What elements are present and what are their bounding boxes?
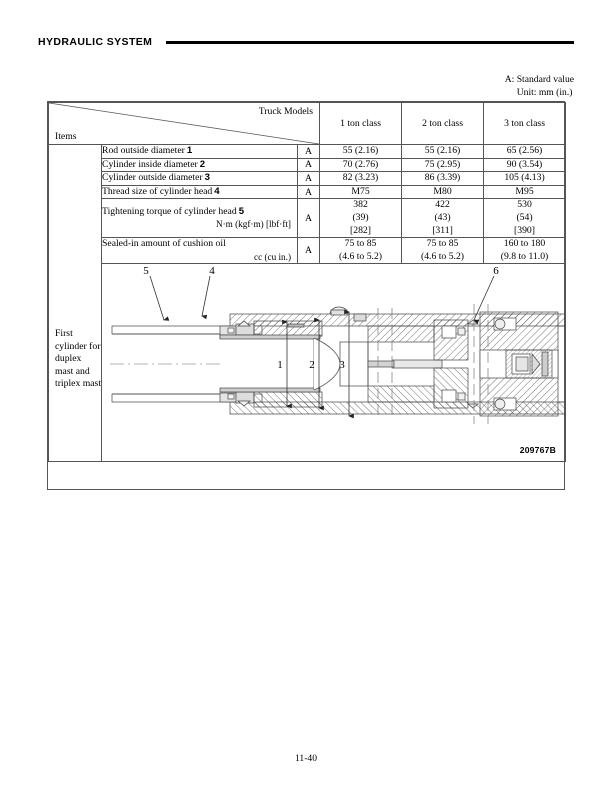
corner-items-label: Items: [55, 131, 77, 142]
row-label-text: Tightening torque of cylinder head: [102, 205, 237, 217]
row-unit-text: N·m (kgf·m) [lbf·ft]: [215, 219, 291, 230]
row-value-3ton: [484, 172, 566, 186]
row-label: [102, 199, 298, 238]
row-value-2ton: [402, 172, 484, 186]
row-a-symbol: A: [298, 172, 320, 186]
value-line: 55 (2.16): [342, 145, 379, 156]
group-label-text: First cylinder for duplex mast and triplex mast: [55, 328, 102, 390]
row-label-text: Rod outside diameter: [102, 145, 185, 157]
value-line: 90 (3.54): [506, 158, 543, 170]
column-header-2ton: 2 ton class: [402, 103, 484, 145]
row-ref-number: 2: [199, 158, 206, 170]
standard-value-note: [505, 73, 574, 86]
row-label: [102, 238, 298, 264]
standard-value-text: Standard value: [516, 74, 574, 85]
row-label: [102, 185, 298, 199]
value-line: 422: [435, 199, 450, 211]
corner-truck-models-label: Truck Models: [258, 106, 314, 117]
value-line: [311]: [432, 224, 453, 236]
group-cell-first-cylinder: [49, 145, 102, 462]
row-label: [102, 145, 298, 159]
row-value-1ton: [320, 185, 402, 199]
row-a-symbol: A: [298, 238, 320, 264]
row-unit-text: cc (cu in.): [254, 251, 291, 262]
row-value-1ton: [320, 172, 402, 186]
column-header-1ton: 1 ton class: [320, 103, 402, 145]
value-line: 105 (4.13): [504, 172, 545, 184]
row-label: [102, 158, 298, 172]
table-row: [49, 238, 566, 264]
row-value-2ton: [402, 238, 484, 264]
value-line: 160 to 180: [503, 238, 546, 250]
row-value-3ton: [484, 199, 566, 238]
value-line: 75 (2.95): [424, 158, 461, 170]
row-value-1ton: [320, 145, 402, 159]
value-line: 530: [517, 199, 532, 211]
page-footer: [0, 753, 612, 764]
table-figure-row: [49, 264, 566, 462]
value-line: (39): [352, 211, 369, 223]
cylinder-section-drawing: [102, 264, 565, 461]
row-value-1ton: [320, 238, 402, 264]
table-row: [49, 145, 566, 159]
dimension-3: 3: [339, 359, 345, 372]
legend-note: [505, 73, 574, 99]
spec-grid: [48, 102, 566, 462]
value-line: M80: [433, 185, 452, 197]
specification-table: [47, 101, 565, 490]
header-rule: [166, 41, 574, 44]
cylinder-cross-section-figure: [102, 264, 565, 461]
standard-value-key: A:: [504, 74, 515, 85]
value-line: 55 (2.16): [424, 145, 461, 156]
value-line: M75: [351, 185, 370, 197]
row-value-2ton: [402, 185, 484, 199]
value-line: 65 (2.56): [506, 145, 543, 156]
row-value-2ton: [402, 158, 484, 172]
row-label-text: Sealed-in amount of cushion oil: [102, 238, 226, 250]
value-line: 86 (3.39): [424, 172, 461, 184]
row-ref-number: 3: [204, 172, 210, 184]
row-a-symbol: A: [298, 145, 320, 159]
value-line: M95: [515, 185, 534, 197]
table-row: [49, 158, 566, 172]
row-label: [102, 172, 298, 186]
dimension-1: 1: [277, 359, 283, 372]
table-header-row: [49, 103, 566, 145]
callout-6: 6: [493, 265, 499, 278]
page-title: HYDRAULIC SYSTEM: [38, 36, 153, 48]
row-a-symbol: A: [298, 185, 320, 199]
row-label-text: Cylinder outside diameter: [102, 172, 203, 184]
row-value-3ton: [484, 238, 566, 264]
row-value-1ton: [320, 199, 402, 238]
corner-header-cell: [49, 103, 320, 145]
unit-note-text: Unit: mm (in.): [516, 87, 573, 98]
row-a-symbol: A: [298, 199, 320, 238]
row-value-3ton: [484, 185, 566, 199]
page-number: 11-40: [294, 753, 318, 764]
value-line: 70 (2.76): [342, 158, 379, 170]
value-line: [390]: [514, 224, 535, 236]
callout-5: 5: [143, 265, 149, 278]
row-label-text: Thread size of cylinder head: [102, 185, 213, 197]
row-ref-number: 1: [186, 145, 193, 157]
table-row: [49, 199, 566, 238]
value-line: (4.6 to 5.2): [338, 250, 383, 262]
value-line: 82 (3.23): [342, 172, 379, 184]
figure-cell: [102, 264, 566, 462]
row-value-3ton: [484, 145, 566, 159]
row-a-symbol: A: [298, 158, 320, 172]
value-line: (54): [516, 211, 533, 223]
column-header-3ton: 3 ton class: [484, 103, 566, 145]
value-line: (9.8 to 11.0): [500, 250, 549, 262]
value-line: 75 to 85: [426, 238, 459, 250]
table-row: [49, 185, 566, 199]
row-label-text: Cylinder inside diameter: [102, 158, 198, 170]
dimension-2: 2: [309, 359, 315, 372]
callout-4: 4: [209, 265, 215, 278]
value-line: 382: [353, 199, 368, 211]
table-row: [49, 172, 566, 186]
row-ref-number: 4: [214, 185, 220, 197]
value-line: (43): [434, 211, 451, 223]
unit-note: [505, 86, 574, 99]
value-line: (4.6 to 5.2): [420, 250, 465, 262]
row-value-2ton: [402, 145, 484, 159]
value-line: [282]: [350, 224, 371, 236]
row-ref-number: 5: [238, 205, 245, 217]
row-value-1ton: [320, 158, 402, 172]
row-value-3ton: [484, 158, 566, 172]
value-line: 75 to 85: [344, 238, 377, 250]
drawing-id-label: 209767B: [519, 445, 557, 456]
page-header: [38, 33, 574, 51]
row-value-2ton: [402, 199, 484, 238]
